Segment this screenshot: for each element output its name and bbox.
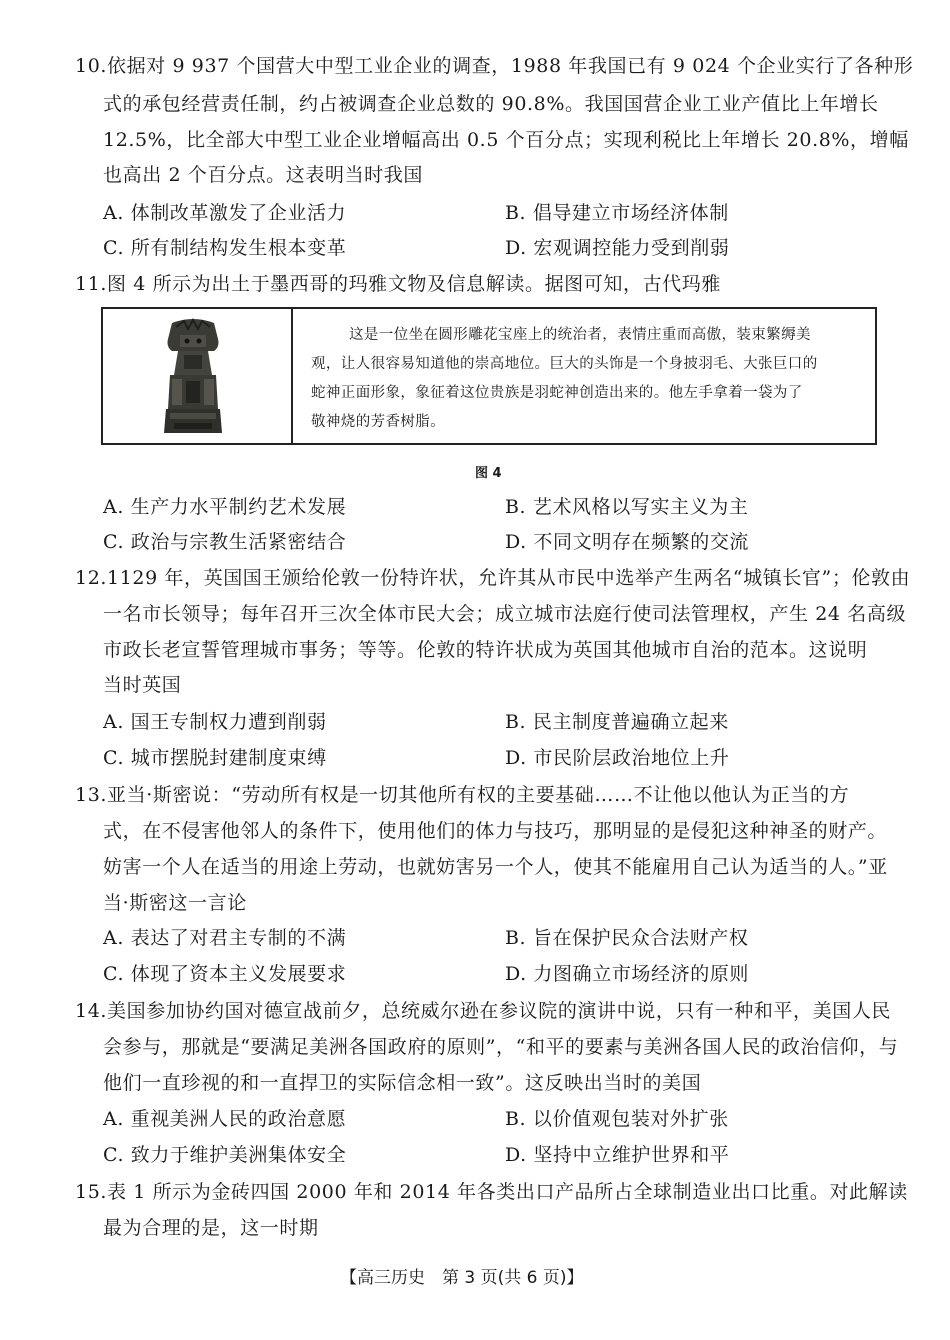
q12-option-a: A. 国王专制权力遭到削弱 <box>103 711 327 733</box>
figure-4-caption: 图 4 <box>475 466 502 481</box>
q12-option-c: C. 城市摆脱封建制度束缚 <box>103 747 327 769</box>
q11-option-c: C. 政治与宗教生活紧密结合 <box>103 531 347 553</box>
q14-stem-line-2: 会参与，那就是“要满足美洲各国政府的原则”，“和平的要素与美洲各国人民的政治信仰，与 <box>103 1036 899 1058</box>
q13-stem-line-1: 13.亚当·斯密说：“劳动所有权是一切其他所有权的主要基础……不让他以他认为正当的方 <box>75 784 850 806</box>
q14-stem-line-3: 他们一直珍视的和一直捍卫的实际信念相一致”。这反映出当时的美国 <box>103 1072 702 1094</box>
q14-option-d: D. 坚持中立维护世界和平 <box>505 1144 730 1166</box>
q10-option-d: D. 宏观调控能力受到削弱 <box>505 237 730 259</box>
q10-stem-line-2: 式的承包经营责任制，约占被调查企业总数的 90.8%。我国国营企业工业产值比上年增长 <box>103 93 879 115</box>
q14-option-c: C. 致力于维护美洲集体安全 <box>103 1144 347 1166</box>
q13-stem-line-3: 妨害一个人在适当的用途上劳动，也就妨害另一个人，使其不能雇用自己认为适当的人。”亚 <box>103 856 888 878</box>
q15-stem-line-2: 最为合理的是，这一时期 <box>103 1217 319 1239</box>
q10-option-a: A. 体制改革激发了企业活力 <box>103 202 347 224</box>
q13-option-b: B. 旨在保护民众合法财产权 <box>505 927 749 949</box>
q13-stem-line-4: 当·斯密这一言论 <box>103 892 247 914</box>
q10-option-c: C. 所有制结构发生根本变革 <box>103 237 347 259</box>
q12-stem-line-4: 当时英国 <box>103 674 182 696</box>
q10-stem-line-1: 10.依据对 9 937 个国营大中型工业企业的调查，1988 年我国已有 9 024 个企业实行了各种形 <box>75 55 914 77</box>
maya-statue-image <box>158 317 228 439</box>
figure-text-line-4: 敬神烧的芳香树脂。 <box>311 414 446 430</box>
q15-stem-line-1: 15.表 1 所示为金砖四国 2000 年和 2014 年各类出口产品所占全球制造业出口比重。对此解读 <box>75 1181 908 1203</box>
figure-divider <box>291 309 293 443</box>
figure-text-line-3: 蛇神正面形象，象征着这位贵族是羽蛇神创造出来的。他左手拿着一袋为了 <box>311 385 803 401</box>
q11-stem-line-1: 11.图 4 所示为出土于墨西哥的玛雅文物及信息解读。据图可知，古代玛雅 <box>75 273 721 295</box>
q10-stem-line-3: 12.5%，比全部大中型工业企业增幅高出 0.5 个百分点；实现利税比上年增长 20.8%，增幅 <box>103 129 909 151</box>
q11-option-b: B. 艺术风格以写实主义为主 <box>505 496 749 518</box>
q11-option-a: A. 生产力水平制约艺术发展 <box>103 496 347 518</box>
q14-option-b: B. 以价值观包装对外扩张 <box>505 1108 729 1130</box>
q13-option-a: A. 表达了对君主专制的不满 <box>103 927 347 949</box>
q13-option-c: C. 体现了资本主义发展要求 <box>103 963 347 985</box>
page-footer: 【高三历史 第 3 页(共 6 页)】 <box>340 1268 584 1288</box>
q10-stem-line-4: 也高出 2 个百分点。这表明当时我国 <box>103 164 423 186</box>
q12-option-d: D. 市民阶层政治地位上升 <box>505 747 730 769</box>
q12-option-b: B. 民主制度普遍确立起来 <box>505 711 729 733</box>
figure-4-box <box>101 307 877 445</box>
q11-option-d: D. 不同文明存在频繁的交流 <box>505 531 750 553</box>
q14-stem-line-1: 14.美国参加协约国对德宣战前夕，总统威尔逊在参议院的演讲中说，只有一种和平，美国人民 <box>75 1000 892 1022</box>
q10-option-b: B. 倡导建立市场经济体制 <box>505 202 729 224</box>
figure-4-description <box>311 321 871 437</box>
q12-stem-line-1: 12.1129 年，英国国王颁给伦敦一份特许状，允许其从市民中选举产生两名“城镇长官”；伦敦由 <box>75 567 911 589</box>
q13-stem-line-2: 式，在不侵害他邻人的条件下，使用他们的体力与技巧，那明显的是侵犯这种神圣的财产。 <box>103 820 888 842</box>
q13-option-d: D. 力图确立市场经济的原则 <box>505 963 750 985</box>
q12-stem-line-3: 市政长老宣誓管理城市事务；等等。伦敦的特许状成为英国其他城市自治的范本。这说明 <box>103 639 868 661</box>
figure-text-line-2: 观，让人很容易知道他的崇高地位。巨大的头饰是一个身披羽毛、大张巨口的 <box>311 356 818 372</box>
q12-stem-line-2: 一名市长领导；每年召开三次全体市民大会；成立城市法庭行使司法管理权，产生 24 名高级 <box>103 603 907 625</box>
q14-option-a: A. 重视美洲人民的政治意愿 <box>103 1108 347 1130</box>
figure-text-line-1: 这是一位坐在圆形雕花宝座上的统治者，表情庄重而高傲，装束繁缛美 <box>349 327 811 343</box>
